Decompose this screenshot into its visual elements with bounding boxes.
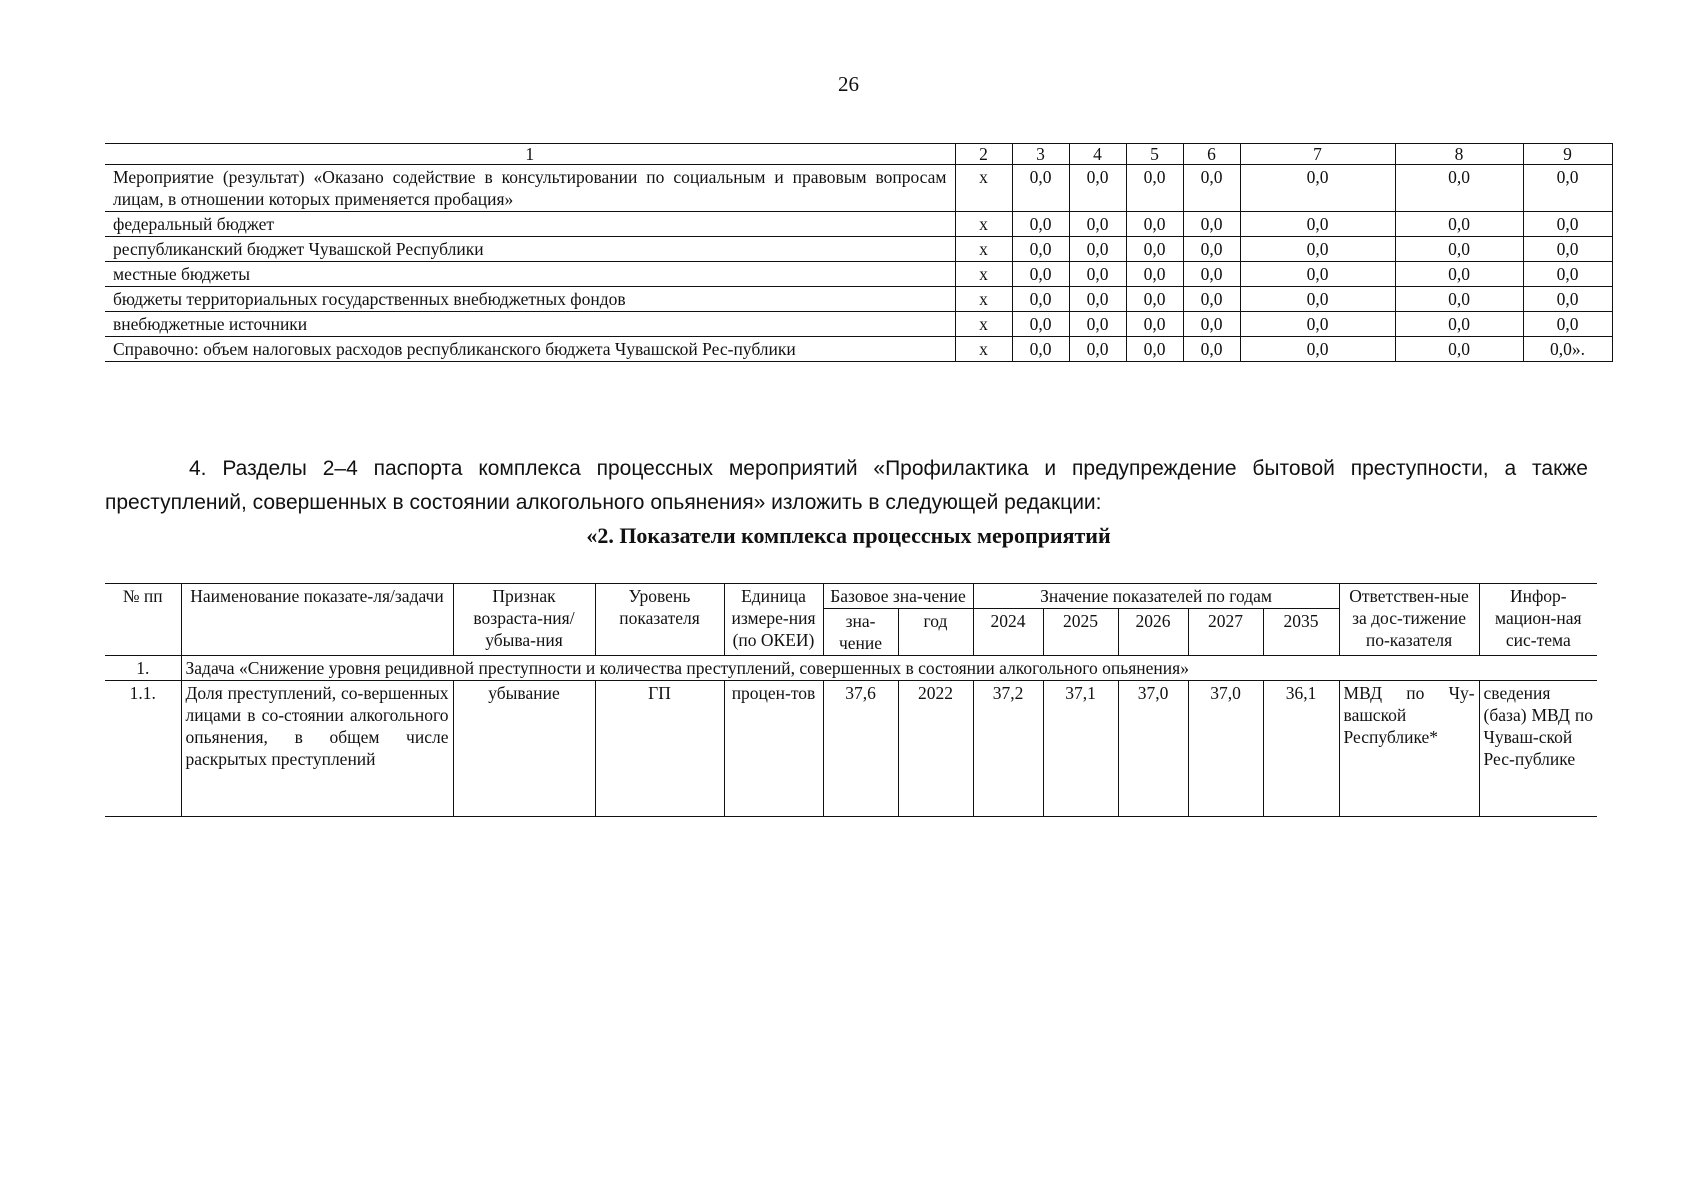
- table-cell: 0,0: [1395, 212, 1523, 237]
- header-name: Наименование показате-ля/задачи: [181, 584, 453, 656]
- table-cell: 0,0: [1126, 212, 1183, 237]
- table-cell: 0,0: [1012, 312, 1069, 337]
- table-cell: 0,0: [1183, 337, 1240, 362]
- header-num: № пп: [105, 584, 181, 656]
- header-year: 2025: [1043, 609, 1118, 656]
- column-number: 4: [1069, 144, 1126, 165]
- table-cell: 0,0: [1183, 262, 1240, 287]
- row-label: местные бюджеты: [105, 262, 955, 287]
- table-cell: 0,0: [1523, 165, 1612, 212]
- table-cell: 0,0: [1523, 262, 1612, 287]
- indicator-unit: процен-тов: [724, 681, 823, 817]
- table-cell: 0,0: [1126, 287, 1183, 312]
- amendment-paragraph: 4. Разделы 2–4 паспорта комплекса процессных мероприятий «Профилактика и предупреждение бытовой преступности, а также преступлений, совершенных в состоянии алкогольного опьянения» изложить в следующей редакции:: [105, 457, 1588, 514]
- table-cell: 0,0».: [1523, 337, 1612, 362]
- indicators-table: [105, 583, 1597, 817]
- table-cell: 0,0: [1012, 262, 1069, 287]
- task-num: 1.: [105, 656, 181, 681]
- table-cell: 0,0: [1126, 165, 1183, 212]
- table-cell: 0,0: [1012, 165, 1069, 212]
- header-info-system: Инфор-мацион-ная сис-тема: [1479, 584, 1597, 656]
- table-row: [105, 287, 1612, 312]
- table-cell: 0,0: [1126, 337, 1183, 362]
- table-cell: х: [955, 312, 1012, 337]
- table-cell: 0,0: [1395, 237, 1523, 262]
- row-label: республиканский бюджет Чувашской Республики: [105, 237, 955, 262]
- table-header-row: [105, 144, 1612, 165]
- header-responsible: Ответствен-ные за дос-тижение по-казателя: [1339, 584, 1479, 656]
- table-cell: 0,0: [1240, 337, 1395, 362]
- table-cell: х: [955, 262, 1012, 287]
- page-number: 26: [838, 72, 859, 96]
- header-level: Уровень показателя: [595, 584, 724, 656]
- table-cell: 0,0: [1240, 165, 1395, 212]
- value-2025: 37,1: [1043, 681, 1118, 817]
- table-cell: х: [955, 287, 1012, 312]
- row-label: внебюджетные источники: [105, 312, 955, 337]
- header-year: 2035: [1263, 609, 1339, 656]
- task-row: [105, 656, 1597, 681]
- table-cell: х: [955, 212, 1012, 237]
- table-cell: 0,0: [1395, 337, 1523, 362]
- task-text: Задача «Снижение уровня рецидивной преступности и количества преступлений, совершенных в состоянии алкогольного опьянения»: [181, 656, 1597, 681]
- column-number: 1: [105, 144, 955, 165]
- table-cell: 0,0: [1069, 312, 1126, 337]
- table-cell: 0,0: [1126, 312, 1183, 337]
- table-cell: 0,0: [1012, 337, 1069, 362]
- table-cell: 0,0: [1012, 237, 1069, 262]
- table-cell: 0,0: [1523, 212, 1612, 237]
- column-number: 8: [1395, 144, 1523, 165]
- table-cell: 0,0: [1069, 212, 1126, 237]
- indicator-sign: убывание: [453, 681, 595, 817]
- table-cell: 0,0: [1523, 287, 1612, 312]
- header-sign: Признак возраста-ния/убыва-ния: [453, 584, 595, 656]
- row-num: 1.1.: [105, 681, 181, 817]
- table-cell: 0,0: [1240, 312, 1395, 337]
- table-cell: 0,0: [1523, 312, 1612, 337]
- table-cell: 0,0: [1069, 337, 1126, 362]
- table-cell: 0,0: [1126, 237, 1183, 262]
- header-years-group: Значение показателей по годам: [973, 584, 1339, 609]
- value-2026: 37,0: [1118, 681, 1188, 817]
- table-cell: 0,0: [1240, 262, 1395, 287]
- table-cell: 0,0: [1183, 212, 1240, 237]
- table-cell: 0,0: [1240, 212, 1395, 237]
- table-cell: 0,0: [1240, 237, 1395, 262]
- table-cell: 0,0: [1012, 287, 1069, 312]
- column-number: 7: [1240, 144, 1395, 165]
- indicator-level: ГП: [595, 681, 724, 817]
- value-2027: 37,0: [1188, 681, 1263, 817]
- column-number: 6: [1183, 144, 1240, 165]
- header-base-value: зна-чение: [823, 609, 898, 656]
- table-cell: 0,0: [1395, 262, 1523, 287]
- table-cell: 0,0: [1183, 312, 1240, 337]
- table-row: [105, 212, 1612, 237]
- column-number: 9: [1523, 144, 1612, 165]
- row-label: Мероприятие (результат) «Оказано содействие в консультировании по социальным и правовым вопросам лицам, в отношении которых применяется пробация»: [105, 165, 955, 212]
- table-row: [105, 165, 1612, 212]
- table-row: [105, 681, 1597, 817]
- indicator-name: Доля преступлений, со-вершенных лицами в со-стоянии алкогольного опьянения, в общем числе раскрытых преступлений: [181, 681, 453, 817]
- column-number: 5: [1126, 144, 1183, 165]
- responsible: МВД по Чу-вашской Республике*: [1339, 681, 1479, 817]
- table-cell: 0,0: [1523, 237, 1612, 262]
- row-label: Справочно: объем налоговых расходов республиканского бюджета Чувашской Рес-публики: [105, 337, 955, 362]
- table-cell: х: [955, 337, 1012, 362]
- table-row: [105, 312, 1612, 337]
- table-cell: 0,0: [1069, 262, 1126, 287]
- table-cell: 0,0: [1395, 312, 1523, 337]
- base-value: 37,6: [823, 681, 898, 817]
- base-year: 2022: [898, 681, 973, 817]
- table-cell: 0,0: [1069, 287, 1126, 312]
- header-base-year: год: [898, 609, 973, 656]
- header-year: 2027: [1188, 609, 1263, 656]
- value-2035: 36,1: [1263, 681, 1339, 817]
- table-row: [105, 237, 1612, 262]
- header-year: 2026: [1118, 609, 1188, 656]
- row-label: бюджеты территориальных государственных внебюджетных фондов: [105, 287, 955, 312]
- column-number: 3: [1012, 144, 1069, 165]
- header-base: Базовое зна-чение: [823, 584, 973, 609]
- column-number: 2: [955, 144, 1012, 165]
- table-cell: 0,0: [1183, 237, 1240, 262]
- header-unit: Единица измере-ния (по ОКЕИ): [724, 584, 823, 656]
- table-cell: 0,0: [1183, 287, 1240, 312]
- table-cell: 0,0: [1395, 165, 1523, 212]
- table-cell: 0,0: [1183, 165, 1240, 212]
- table-cell: 0,0: [1069, 165, 1126, 212]
- header-year: 2024: [973, 609, 1043, 656]
- table-cell: 0,0: [1012, 212, 1069, 237]
- table-row: [105, 262, 1612, 287]
- table-header-row: [105, 584, 1597, 609]
- table-cell: 0,0: [1240, 287, 1395, 312]
- table-row: [105, 337, 1612, 362]
- table-cell: 0,0: [1395, 287, 1523, 312]
- row-label: федеральный бюджет: [105, 212, 955, 237]
- table-cell: 0,0: [1126, 262, 1183, 287]
- info-system: сведения (база) МВД по Чуваш-ской Рес-публике: [1479, 681, 1597, 817]
- table-cell: 0,0: [1069, 237, 1126, 262]
- financing-table: [105, 143, 1613, 362]
- section-title: «2. Показатели комплекса процессных мероприятий: [586, 523, 1111, 548]
- table-cell: х: [955, 165, 1012, 212]
- table-cell: х: [955, 237, 1012, 262]
- value-2024: 37,2: [973, 681, 1043, 817]
